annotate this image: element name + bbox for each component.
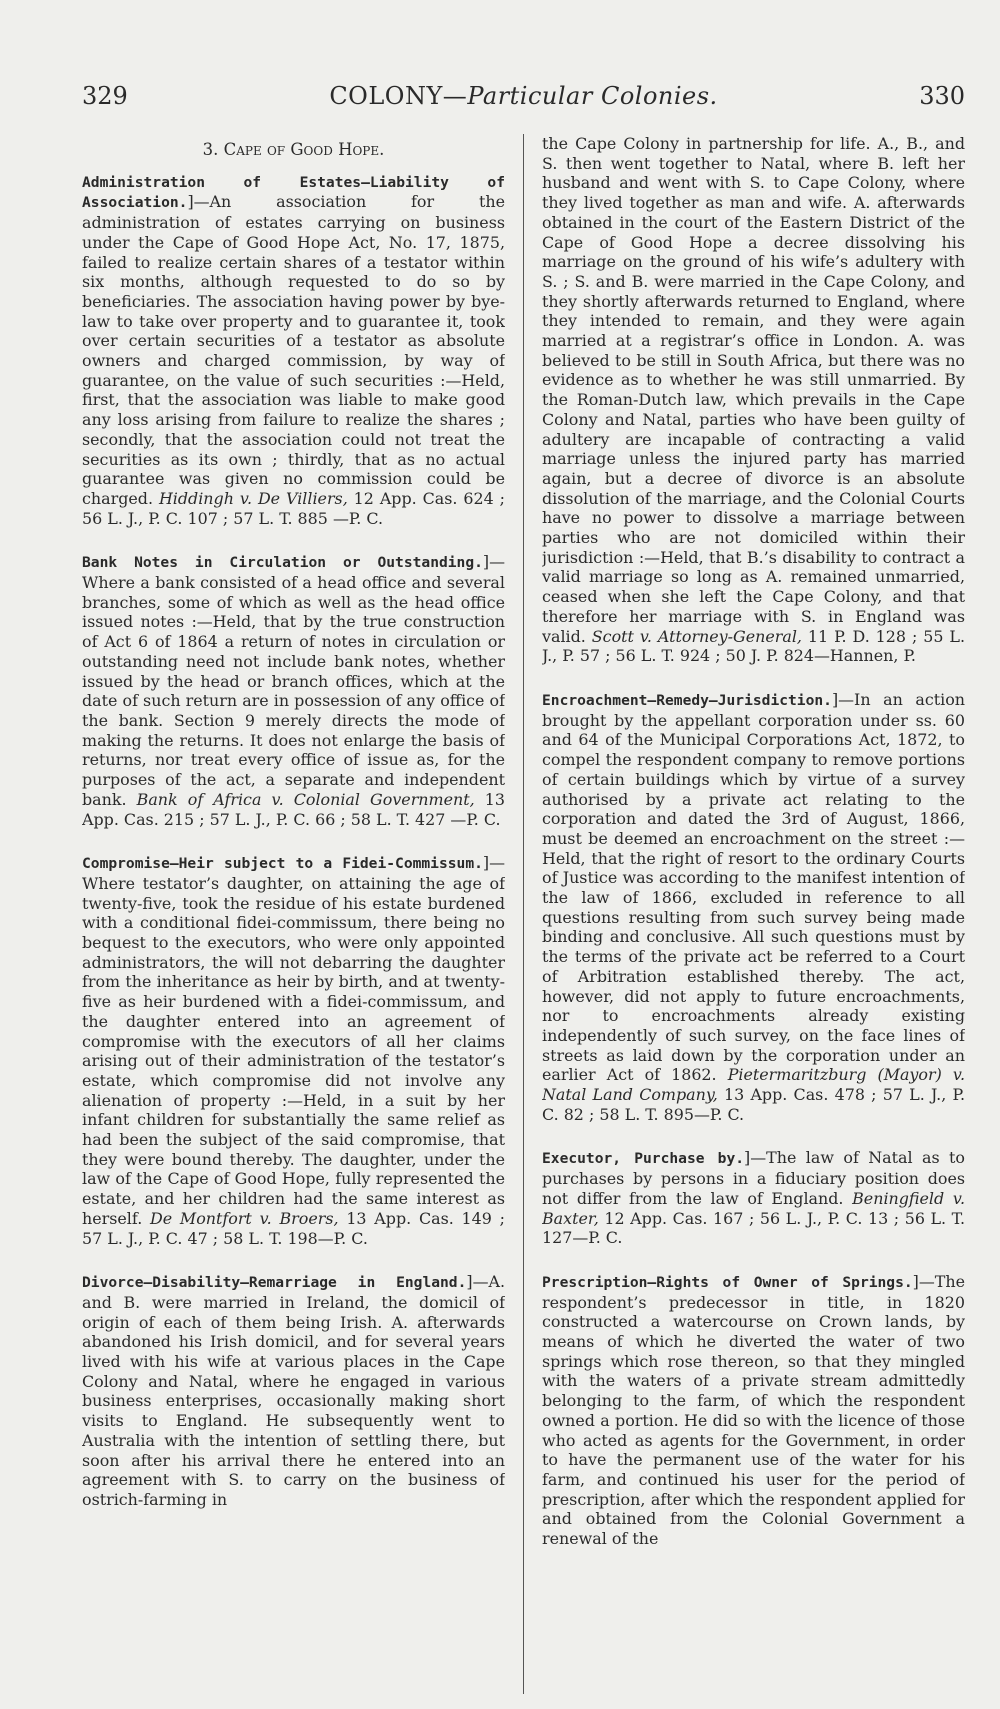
- right-column: [542, 134, 965, 1694]
- entry-heading: Prescription—Rights of Owner of Springs.: [542, 1273, 913, 1291]
- entry-bank-notes: [82, 552, 505, 829]
- case-citation: Hiddingh v. De Villiers,: [158, 488, 348, 508]
- entry-heading: Bank Notes in Circulation or Outstanding.: [82, 554, 483, 572]
- title-italic: Particular Colonies.: [467, 82, 718, 110]
- entry-tail: 13 App. Cas. 149 ; 57 L. J., P. C. 47 ; 58 L. T. 198—P. C.: [82, 1208, 505, 1248]
- entry-tail: 13 App. Cas. 215 ; 57 L. J., P. C. 66 ; 58 L. T. 427 —P. C.: [82, 789, 505, 829]
- left-page-number: 329: [82, 82, 128, 110]
- entry-body: ]—The law of Natal as to purchases by persons in a fiduciary position does not differ from the law of England.: [542, 1148, 965, 1208]
- entry-tail: 11 P. D. 128 ; 55 L. J., P. 57 ; 56 L. T. 924 ; 50 J. P. 824—Hannen, P.: [542, 626, 965, 666]
- case-citation: Beningfield v. Baxter,: [542, 1188, 965, 1228]
- entry-body: ]—A. and B. were married in Ireland, the domicil of origin of each of them being Irish. A. afterwards abandoned his Irish domicil, and for several years lived with his wife at various places in the Cape Colony and Natal, where he engaged in various business enterprises, occasionally making short visits to England. He subsequently went to Australia with the intention of settling there, but soon after his arrival there he entered into an agreement with S. to carry on the business of ostrich-farming in: [82, 1272, 505, 1509]
- entry-encroachment: [542, 690, 965, 1124]
- entry-heading: Divorce—Disability—Remarriage in England.: [82, 1274, 467, 1292]
- entry-tail: 12 App. Cas. 167 ; 56 L. J., P. C. 13 ; 56 L. T. 127—P. C.: [542, 1208, 965, 1248]
- title-main: COLONY—: [329, 82, 468, 110]
- entry-body: the Cape Colony in partnership for life. A., B., and S. then went together to Natal, where B. left her husband and went with S. to Cape Colony, where they lived together as man and wife. A. afterwards obtained in the court of the Eastern District of the Cape of Good Hope a decree dissolving his marriage on the ground of his wife’s adultery with S. ; S. and B. were married in the Cape Colony, and they shortly afterwards returned to England, where they intended to remain, and they were again married at a registrar’s office in London. A. was believed to be still in South Africa, but there was no evidence as to whether he was still unmarried. By the Roman-Dutch law, which prevails in the Cape Colony and Natal, parties who have been guilty of adultery are incapable of contracting a valid marriage unless the injured party has married again, but a decree of divorce is an absolute dissolution of the marriage, and the Colonial Courts have no power to dissolve a marriage between parties who are not domiciled within their jurisdiction :—Held, that B.’s disability to contract a valid marriage so long as A. remained unmarried, ceased when she left the Cape Colony, and that therefore her marriage with S. in England was valid.: [542, 134, 965, 646]
- entry-divorce: [82, 1272, 505, 1509]
- left-column: [82, 134, 505, 1694]
- entry-divorce-continued: [542, 134, 965, 666]
- entry-heading: Compromise—Heir subject to a Fidei-Commissum.: [82, 855, 483, 873]
- case-citation: De Montfort v. Broers,: [150, 1208, 339, 1228]
- entry-administration-of-estates: [82, 172, 505, 529]
- entry-heading: Administration of Estates—Liability of Association.: [82, 173, 505, 212]
- running-title: [329, 82, 717, 110]
- entry-body: ]—The respondent’s predecessor in title, in 1820 constructed a watercourse on Crown lands, by means of which he diverted the water of two springs which rose thereon, so that they mingled with the waters of a private stream admittedly belonging to the farm, of which the respondent owned a portion. He did so with the licence of those who acted as agents for the Government, in order to have the permanent use of the water for his farm, and continued his user for the period of prescription, after which the respondent applied for and obtained from the Colonial Government a renewal of the: [542, 1271, 965, 1549]
- entry-body: ]—Where testator’s daughter, on attaining the age of twenty-five, took the residue of his estate burdened with a conditional fidei-commissum, there being no bequest to the executors, who were only appointed administrators, the will not debarring the daughter from the inheritance as heir by birth, and at twenty-five as heir burdened with a fidei-commissum, and the daughter entered into an agreement of compromise with the executors of all her claims arising out of their administration of the testator’s estate, which compromise did not involve any alienation of property :—Held, in a suit by her infant children for substantially the same relief as had been the subject of the said compromise, that they were bound thereby. The daughter, under the law of the Cape of Good Hope, fully represented the estate, and her children had the same interest as herself.: [82, 853, 505, 1228]
- entry-heading: Encroachment—Remedy—Jurisdiction.: [542, 691, 832, 709]
- section-title: 3. Cape of Good Hope.: [202, 140, 385, 159]
- entry-body: ]—In an action brought by the appellant corporation under ss. 60 and 64 of the Municipal Corporations Act, 1872, to compel the respondent company to remove portions of certain buildings which by virtue of a survey authorised by a private act relating to the corporation and dated the 3rd of August, 1866, must be deemed an encroachment on the street :—Held, that the right of resort to the ordinary Courts of Justice was according to the manifest intention of the law of 1866, excluded in reference to all questions resulting from such survey being made binding and conclusive. All such questions must by the terms of the private act be referred to a Court of Arbitration established thereby. The act, however, did not apply to future encroachments, nor to encroachments already existing independently of such survey, on the face lines of streets as laid down by the corporation under an earlier Act of 1862.: [542, 689, 965, 1085]
- running-header: [82, 82, 965, 120]
- two-column-body: [82, 134, 965, 1694]
- right-page-number: 330: [919, 82, 965, 110]
- entry-tail: 13 App. Cas. 478 ; 57 L. J., P. C. 82 ; 58 L. T. 895—P. C.: [542, 1085, 965, 1124]
- case-citation: Bank of Africa v. Colonial Government,: [136, 789, 475, 809]
- entry-body: ]—Where a bank consisted of a head office and several branches, some of which as well as the head office issued notes :—Held, that by the true construction of Act 6 of 1864 a return of notes in circulation or outstanding need not include bank notes, whether issued by the head or branch offices, which at the date of such return are in possession of any office of the bank. Section 9 merely directs the mode of making the returns. It does not enlarge the basis of returns, nor treat every office of issue as, for the purposes of the act, a separate and independent bank.: [82, 552, 505, 809]
- entry-heading: Executor, Purchase by.: [542, 1150, 745, 1168]
- entry-compromise: [82, 853, 505, 1248]
- entry-prescription: [542, 1272, 965, 1549]
- case-citation: Scott v. Attorney-General,: [591, 626, 802, 646]
- entry-body: ]—An association for the administration of estates carrying on business under the Cape of Good Hope Act, No. 17, 1875, failed to realize certain shares of a testator within six months, although requested to do so by beneficiaries. The association having power by bye-law to take over property and to guarantee it, took over certain securities of a testator as absolute owners and charged commission, by way of guarantee, on the value of such securities :—Held, first, that the association was liable to make good any loss arising from failure to realize the shares ; secondly, that the association could not treat the securities as its own ; thirdly, that as no actual guarantee was given no commission could be charged.: [82, 192, 505, 508]
- case-citation: Pietermaritzburg (Mayor) v. Natal Land Company,: [542, 1065, 965, 1105]
- column-divider: [523, 134, 524, 1694]
- entry-executor-purchase: [542, 1148, 965, 1248]
- entry-tail: 12 App. Cas. 624 ; 56 L. J., P. C. 107 ; 57 L. T. 885 —P. C.: [82, 488, 505, 528]
